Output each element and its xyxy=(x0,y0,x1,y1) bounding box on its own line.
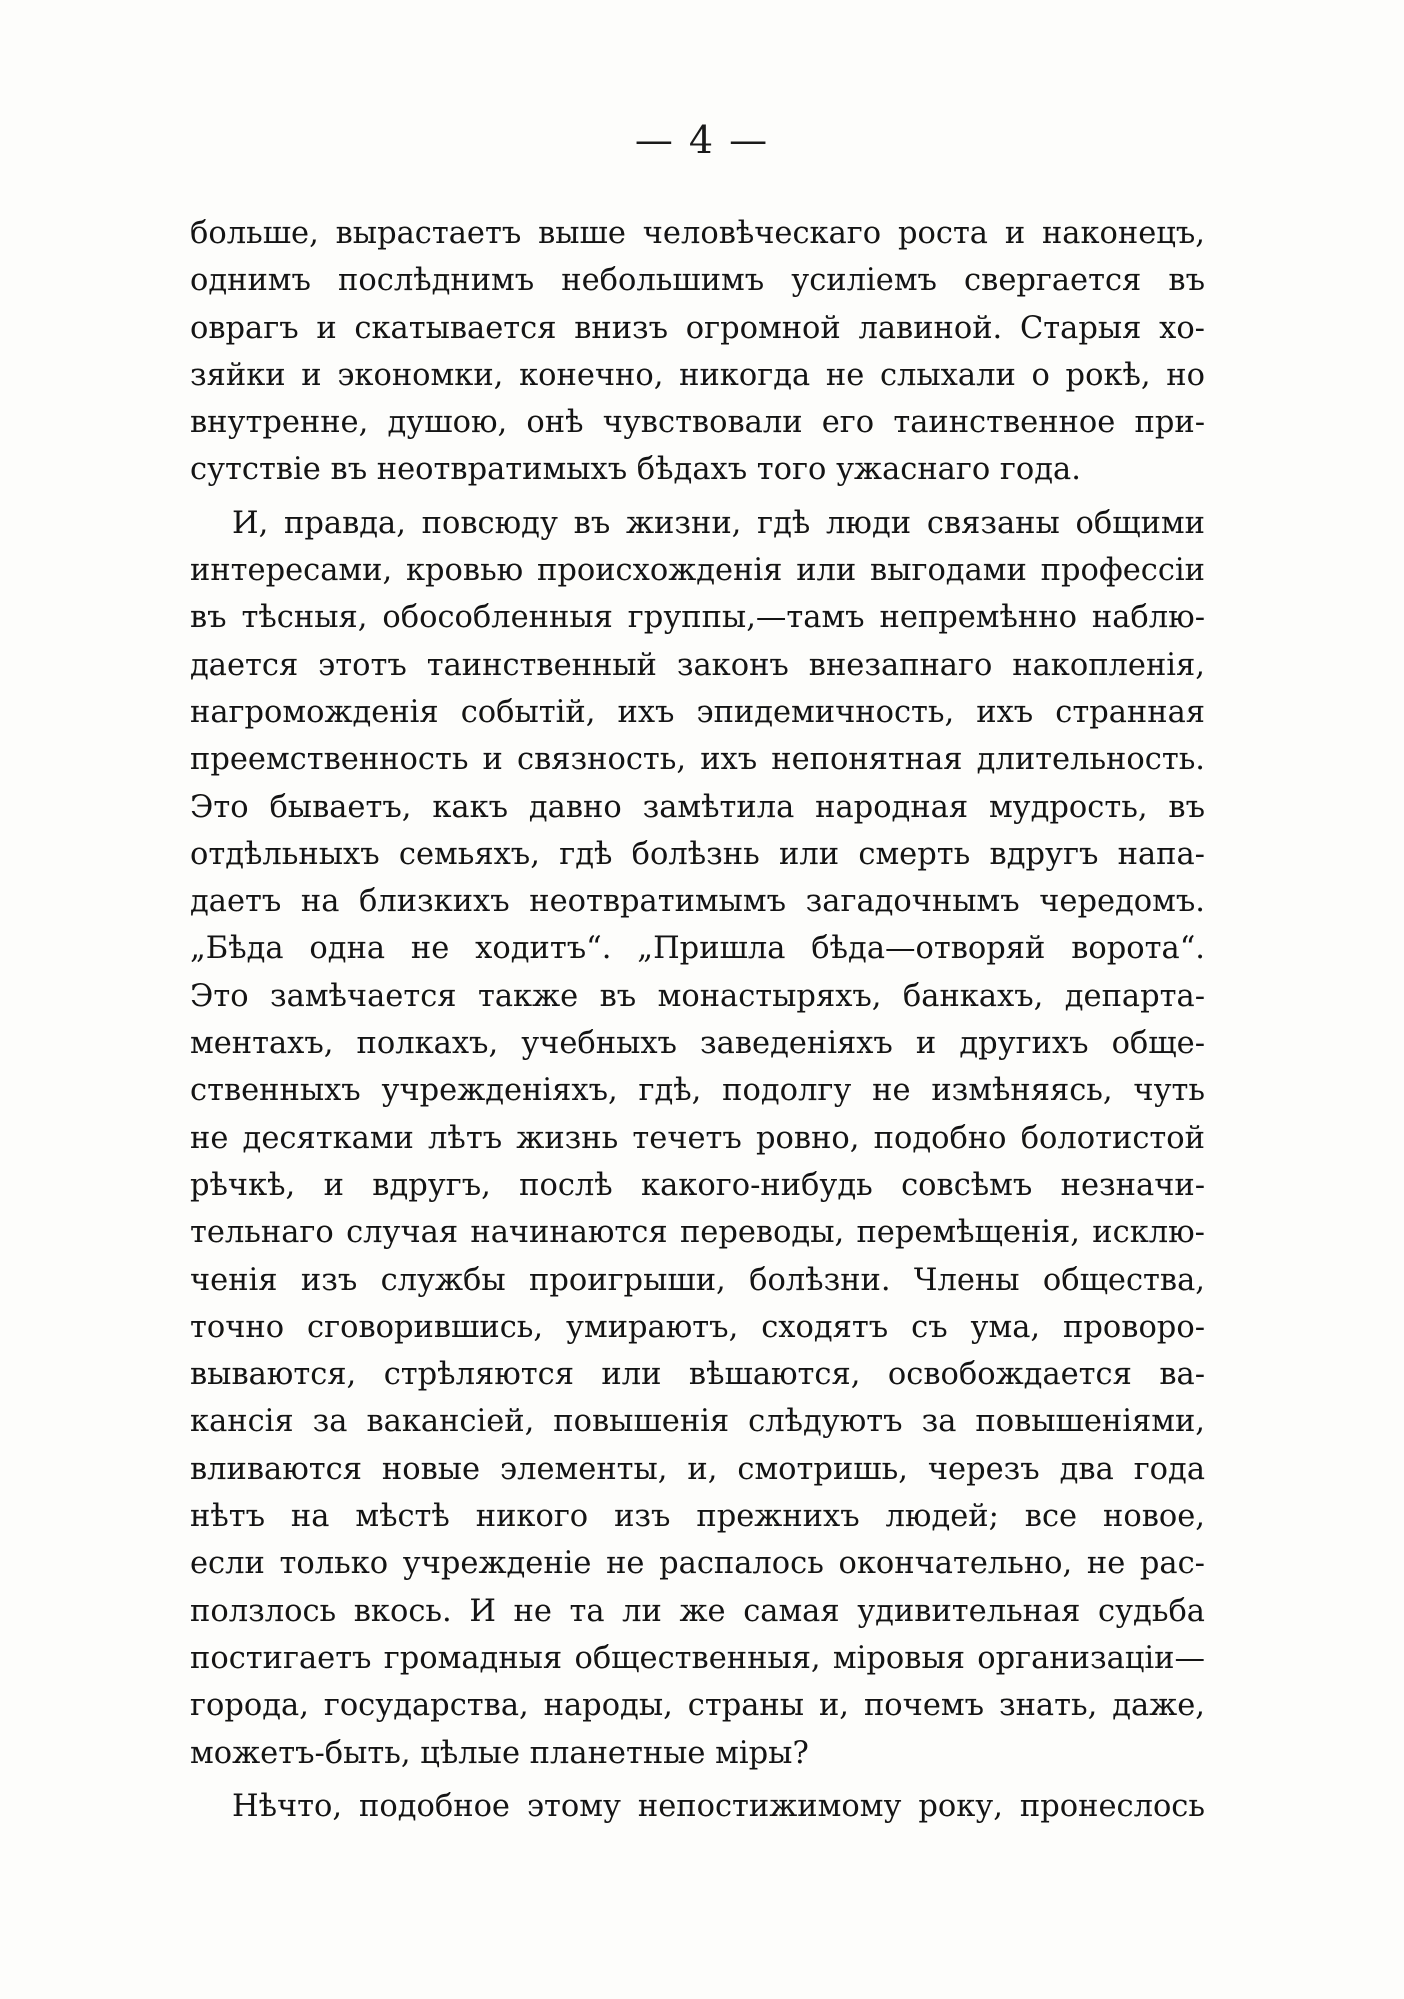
text-line: внутренне, душою, онѣ чувствовали его таинственное при- xyxy=(190,405,1205,441)
text-line: ползлось вкось. И не та ли же самая удивительная судьба xyxy=(190,1593,1205,1629)
text-line: Нѣчто, подобное этому непостижимому року, пронеслось xyxy=(232,1788,1205,1824)
text-line: рѣчкѣ, и вдругъ, послѣ какого-нибудь совсѣмъ незначи- xyxy=(190,1167,1205,1203)
text-line: точно сговорившись, умираютъ, сходятъ съ ума, проворо- xyxy=(190,1309,1205,1345)
text-line: Это замѣчается также въ монастыряхъ, банкахъ, департа- xyxy=(190,978,1205,1014)
text-line: сутствіе въ неотвратимыхъ бѣдахъ того ужаснаго года. xyxy=(190,452,1081,488)
text-line: кансія за вакансіей, повышенія слѣдуютъ за повышеніями, xyxy=(190,1404,1205,1440)
text-line: тельнаго случая начинаются переводы, перемѣщенія, исклю- xyxy=(190,1215,1205,1251)
paragraph-2 xyxy=(190,500,1205,1777)
text-line: ченія изъ службы проигрыши, болѣзни. Члены общества, xyxy=(190,1262,1205,1298)
text-line: если только учрежденіе не распалось окончательно, не рас- xyxy=(190,1546,1205,1582)
text-line: вываются, стрѣляются или вѣшаются, освобождается ва- xyxy=(190,1357,1205,1393)
text-line: вливаются новые элементы, и, смотришь, черезъ два года xyxy=(190,1451,1205,1487)
text-line: города, государства, народы, страны и, почемъ знать, даже, xyxy=(190,1688,1205,1724)
text-line: постигаетъ громадныя общественныя, міровыя организаціи— xyxy=(190,1640,1205,1676)
text-line: зяйки и экономки, конечно, никогда не слыхали о рокѣ, но xyxy=(190,357,1205,393)
text-line: не десятками лѣтъ жизнь течетъ ровно, подобно болотистой xyxy=(190,1120,1205,1156)
paragraph-3 xyxy=(190,1783,1205,1830)
text-line: однимъ послѣднимъ небольшимъ усиліемъ свергается въ xyxy=(190,263,1205,299)
text-line: въ тѣсныя, обособленныя группы,—тамъ непремѣнно наблю- xyxy=(190,600,1205,636)
paragraph-1 xyxy=(190,210,1205,494)
text-line: преемственность и связность, ихъ непонятная длительность. xyxy=(190,742,1205,778)
text-line: интересами, кровью происхожденія или выгодами профессіи xyxy=(190,553,1205,589)
text-line: отдѣльныхъ семьяхъ, гдѣ болѣзнь или смерть вдругъ напа- xyxy=(190,836,1205,872)
text-line: даетъ на близкихъ неотвратимымъ загадочнымъ чередомъ. xyxy=(190,884,1205,920)
text-line: ственныхъ учрежденіяхъ, гдѣ, подолгу не измѣняясь, чуть xyxy=(190,1073,1205,1109)
text-line: дается этотъ таинственный законъ внезапнаго накопленія, xyxy=(190,647,1205,683)
text-line: можетъ-быть, цѣлые планетные міры? xyxy=(190,1735,809,1771)
text-line: нагроможденія событій, ихъ эпидемичность, ихъ странная xyxy=(190,694,1205,730)
text-line: „Бѣда одна не ходитъ“. „Пришла бѣда—отворяй ворота“. xyxy=(190,931,1205,967)
body-text xyxy=(190,210,1205,1830)
text-line: оврагъ и скатывается внизъ огромной лавиной. Старыя хо- xyxy=(190,310,1205,346)
text-line: И, правда, повсюду въ жизни, гдѣ люди связаны общими xyxy=(232,505,1205,541)
text-line: больше, вырастаетъ выше человѣческаго роста и наконецъ, xyxy=(190,216,1205,251)
text-line: ментахъ, полкахъ, учебныхъ заведеніяхъ и другихъ обще- xyxy=(190,1026,1205,1062)
text-line: нѣтъ на мѣстѣ никого изъ прежнихъ людей; все новое, xyxy=(190,1499,1205,1535)
text-line: Это бываетъ, какъ давно замѣтила народная мудрость, въ xyxy=(190,789,1205,825)
page-number: — 4 — xyxy=(634,118,770,162)
